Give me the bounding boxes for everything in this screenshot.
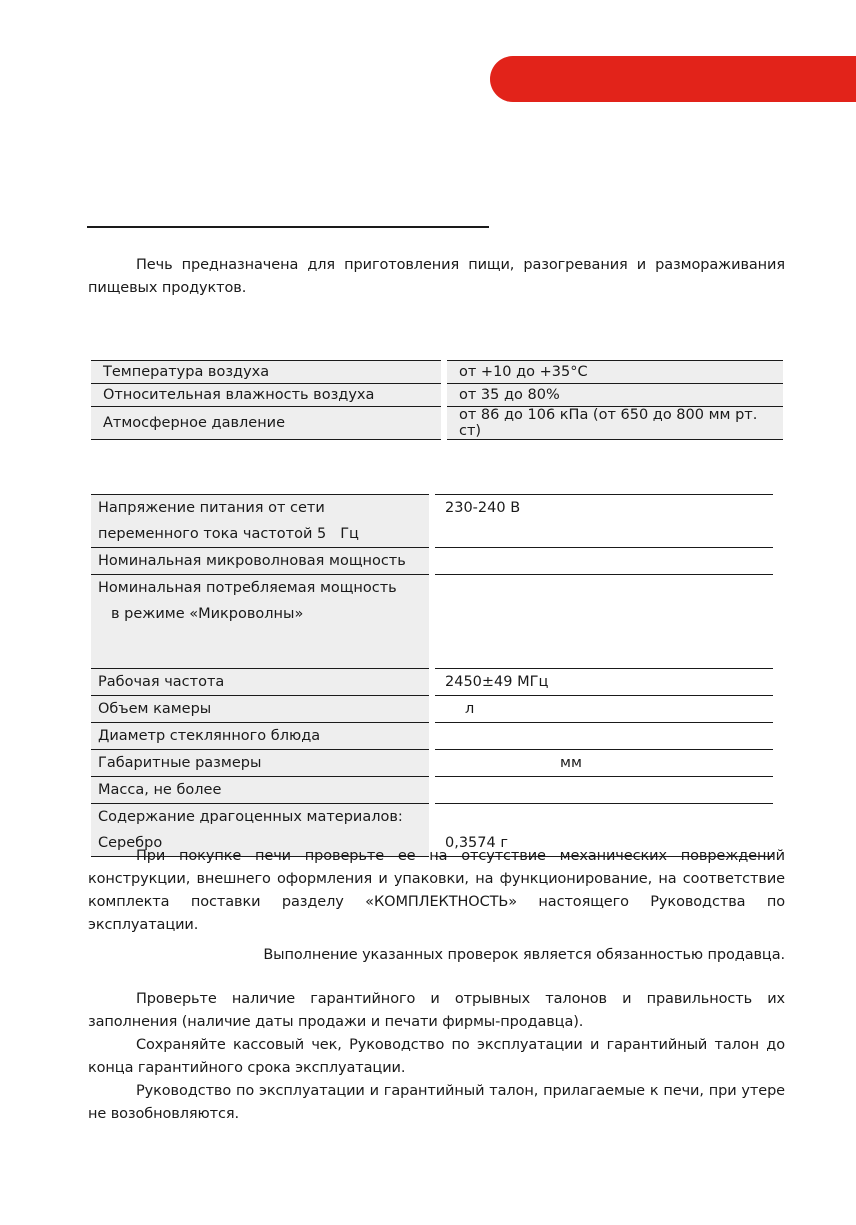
spec-label-part: Гц [340,526,359,542]
receipt-paragraph: Сохраняйте кассовый чек, Руководство по эксплуатации и гарантийный талон до конца гарантийного срока эксплуатации. [88,1037,785,1076]
table-row [91,669,773,696]
condition-value: от 35 до 80% [444,384,783,407]
spec-label-line: Напряжение питания от сети [98,500,325,516]
spec-label-line: Содержание драгоценных материалов: [98,809,403,825]
spec-value [432,575,773,669]
spec-label-subline: в режиме «Микроволны» [111,606,304,622]
spec-voltage-value: 230-240 В [432,495,773,548]
table-row [91,407,783,440]
table-row [91,575,773,669]
condition-param: Температура воздуха [91,361,444,384]
spec-label: Номинальная микроволновая мощность [91,548,432,575]
purpose-paragraph: Печь предназначена для приготовления пищи, разогревания и размораживания пищевых продуктов. [88,257,785,296]
spec-unit: л [432,696,773,723]
condition-value: от 86 до 106 кПа (от 650 до 800 мм рт. ст) [444,407,783,440]
loss-paragraph: Руководство по эксплуатации и гарантийный талон, прилагаемые к печи, при утере не возобновляются. [88,1083,785,1122]
spec-label: Диаметр стеклянного блюда [91,723,432,750]
specifications-table [91,494,773,857]
table-row [91,361,783,384]
spec-unit: мм [432,750,773,777]
spec-value [432,723,773,750]
operating-conditions-table [91,360,783,440]
spec-value [432,777,773,804]
table-row [91,723,773,750]
spec-label-line: Номинальная потребляемая мощность [98,580,397,596]
check-paragraph: При покупке печи проверьте ее на отсутствие механических повреждений конструкции, внешнего оформления и упаковки, на функционирование, на соответствие комплекта поставки разделу «КОМПЛЕКТНОСТЬ» настоящего Руководства по эксплуатации. [88,848,785,933]
condition-param: Атмосферное давление [91,407,444,440]
spec-label-line: Серебро [98,835,163,851]
spec-consumed-power-label [91,575,432,669]
spec-voltage-label [91,495,432,548]
condition-value: от +10 до +35°С [444,361,783,384]
condition-param: Относительная влажность воздуха [91,384,444,407]
spec-label: Габаритные размеры [91,750,432,777]
spec-label: Объем камеры [91,696,432,723]
spec-label-line [98,521,429,547]
spec-value: 0,3574 г [432,804,773,857]
table-row [91,750,773,777]
table-row [91,777,773,804]
spec-value: 2450±49 МГц [432,669,773,696]
table-row [91,696,773,723]
seller-duty-note: Выполнение указанных проверок является обязанностью продавца. [263,947,785,963]
spec-label: Масса, не более [91,777,432,804]
spec-label-part: переменного тока частотой 5 [98,526,327,542]
coupons-paragraph: Проверьте наличие гарантийного и отрывных талонов и правильность их заполнения (наличие даты продажи и печати фирмы-продавца). [88,991,785,1030]
red-header-tab [490,56,856,102]
table-row [91,548,773,575]
spec-value [432,548,773,575]
table-row [91,495,773,548]
section-heading-underline [87,226,489,228]
spec-label: Рабочая частота [91,669,432,696]
table-row [91,384,783,407]
